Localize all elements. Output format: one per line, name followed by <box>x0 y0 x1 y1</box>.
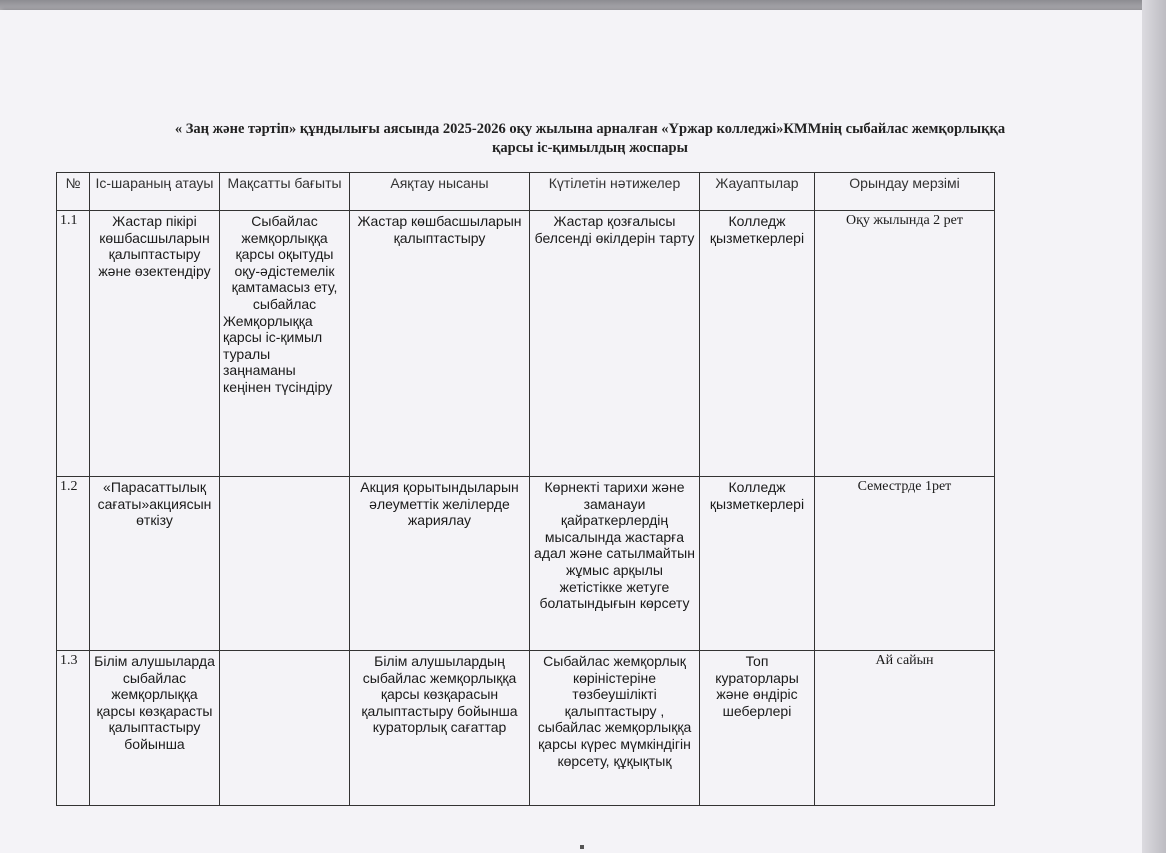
row-num: 1.2 <box>57 477 90 651</box>
row-result: Көрнекті тарихи және заманауи қайраткерлердің мысалында жастарға адал және сатылмайтын жұмыс арқылы жетістікке жетуге болатындығын көрсету <box>530 477 700 651</box>
header-name: Іс-шараның атауы <box>90 173 220 211</box>
row-form: Жастар көшбасшыларын қалыптастыру <box>350 211 530 477</box>
row-result: Жастар қозғалысы белсенді өкілдерін тарту <box>530 211 700 477</box>
header-responsible: Жауаптылар <box>700 173 815 211</box>
title-line-1: « Заң және тәртіп» құндылығы аясында 2025-2026 оқу жылына арналған «Үржар колледжі»КММнің сыбайлас жемқорлыққа <box>174 121 1006 137</box>
document-title <box>60 120 1120 158</box>
row-goal <box>220 477 350 651</box>
title-line-2: қарсы іс-қимылдың жоспары <box>492 140 688 156</box>
goal-text: Сыбайлас жемқорлыққа қарсы оқытуды оқу-әдістемелік қамтамасыз ету, сыбайлас <box>231 213 338 312</box>
header-result: Күтілетін нәтижелер <box>530 173 700 211</box>
row-form: Білім алушылардың сыбайлас жемқорлыққа қарсы көзқарасын қалыптастыру бойынша кураторлық сағаттар <box>350 651 530 806</box>
scan-margin <box>1142 0 1166 853</box>
row-term: Ай сайын <box>815 651 995 806</box>
plan-table <box>56 172 995 806</box>
table-row <box>57 651 995 806</box>
header-term: Орындау мерзімі <box>815 173 995 211</box>
row-responsible: Колледж қызметкерлері <box>700 477 815 651</box>
table-row <box>57 477 995 651</box>
row-num: 1.1 <box>57 211 90 477</box>
row-name: «Парасаттылық сағаты»акциясын өткізу <box>90 477 220 651</box>
row-result: Сыбайлас жемқорлық көріністеріне төзбеушілікті қалыптастыру , сыбайлас жемқорлыққа қарсы күрес мүмкіндігін көрсету, құқықтық <box>530 651 700 806</box>
row-term: Оқу жылында 2 рет <box>815 211 995 477</box>
scan-speck <box>580 845 584 849</box>
row-name: Жастар пікірі көшбасшыларын қалыптастыру және өзектендіру <box>90 211 220 477</box>
row-num: 1.3 <box>57 651 90 806</box>
row-goal <box>220 211 350 477</box>
row-responsible: Топ кураторлары және өндіріс шеберлері <box>700 651 815 806</box>
goal-text-continued: Жемқорлыққа қарсы іс-қимыл туралы заңнаманы кеңінен түсіндіру <box>223 312 333 395</box>
row-goal <box>220 651 350 806</box>
header-goal: Мақсатты бағыты <box>220 173 350 211</box>
header-form: Аяқтау нысаны <box>350 173 530 211</box>
table-row <box>57 211 995 477</box>
row-name: Білім алушыларда сыбайлас жемқорлыққа қарсы көзқарасты қалыптастыру бойынша <box>90 651 220 806</box>
row-term: Семестрде 1рет <box>815 477 995 651</box>
table-header-row <box>57 173 995 211</box>
header-num: № <box>57 173 90 211</box>
row-responsible: Колледж қызметкерлері <box>700 211 815 477</box>
row-form: Акция қорытындыларын әлеуметтік желілерде жариялау <box>350 477 530 651</box>
